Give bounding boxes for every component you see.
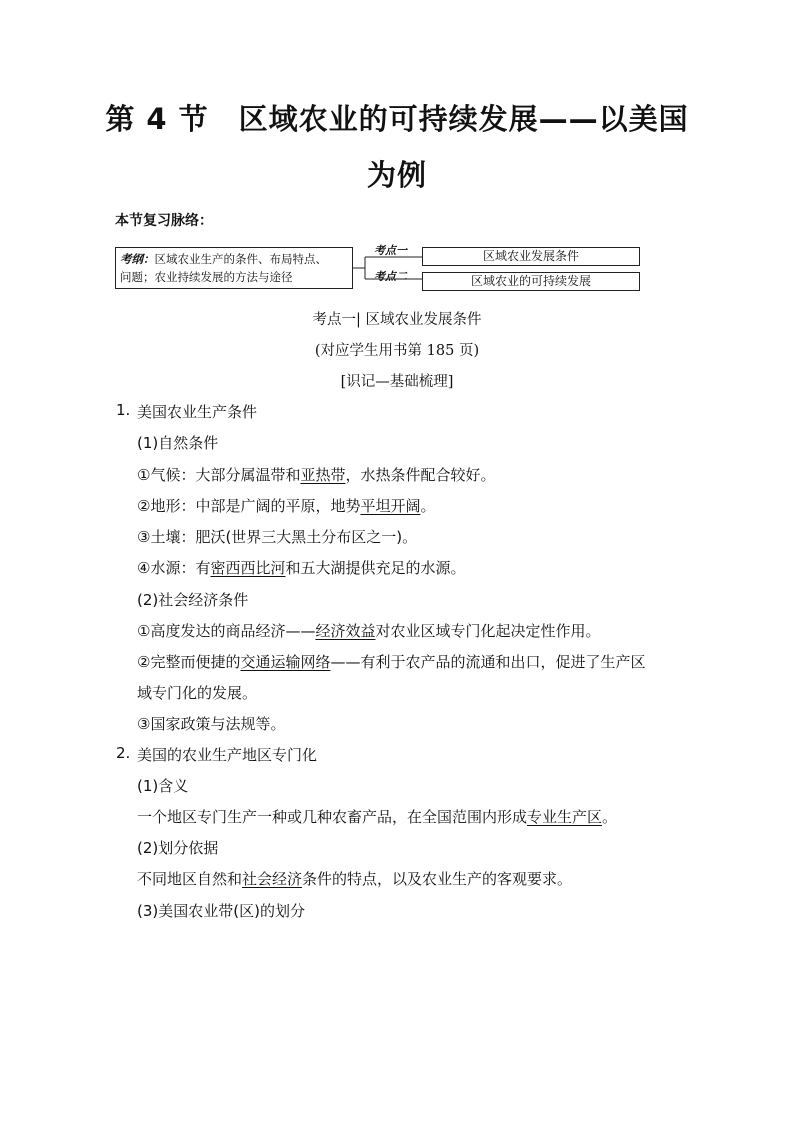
water-line: ④水源：有密西西比河和五大湖提供充足的水源。 [137,559,466,577]
s1-number: 1. [116,401,131,419]
economy-line: ①高度发达的商品经济——经济效益对农业区域专门化起决定性作用。 [137,622,601,640]
page-title-line1: 第 4 节 区域农业的可持续发展——以美国 [105,102,689,136]
s1-natural-heading: (1)自然条件 [137,434,219,452]
climate-line: ①气候：大部分属温带和亚热带，水热条件配合较好。 [137,466,496,484]
page-title-line2: 为例 [366,158,427,192]
section-heading: 考点一| 区域农业发展条件 [312,312,482,328]
s2-basis-heading: (2)划分依据 [137,839,219,857]
s1-title: 美国农业生产条件 [137,403,258,421]
outline-box [115,247,353,289]
outline-line1: 考纲：区域农业生产的条件、布局特点、 [120,252,327,266]
kaodian1-box: 区域农业发展条件 [422,247,640,266]
memory-tag: [识记—基础梳理] [340,374,454,390]
terrain-line: ②地形：中部是广阔的平原，地势平坦开阔。 [137,497,436,515]
policy-line: ③国家政策与法规等。 [137,715,286,733]
kaodian2-label: 考点二 [374,270,407,283]
outline-line2: 问题；农业持续发展的方法与途径 [120,270,293,284]
soil-line: ③土壤：肥沃(世界三大黑土分布区之一)。 [137,528,418,546]
s2-number: 2. [116,744,131,762]
definition-line: 一个地区专门生产一种或几种农畜产品，在全国范围内形成专业生产区。 [137,808,618,826]
s2-title: 美国的农业生产地区专门化 [137,746,318,764]
kaodian1-label: 考点一 [374,244,407,257]
transport-line: ②完整而便捷的交通运输网络——有利于农产品的流通和出口，促进了生产区 [137,653,646,671]
s2-meaning-heading: (1)含义 [137,777,189,795]
review-label: 本节复习脉络： [115,213,213,229]
book-reference: (对应学生用书第 185 页) [314,343,480,359]
transport-line-cont: 域专门化的发展。 [137,684,258,702]
kaodian2-box: 区域农业的可持续发展 [422,272,640,291]
basis-line: 不同地区自然和社会经济条件的特点，以及农业生产的客观要求。 [137,870,573,888]
s1-economy-heading: (2)社会经济条件 [137,591,249,609]
s2-belt-heading: (3)美国农业带(区)的划分 [137,902,305,920]
